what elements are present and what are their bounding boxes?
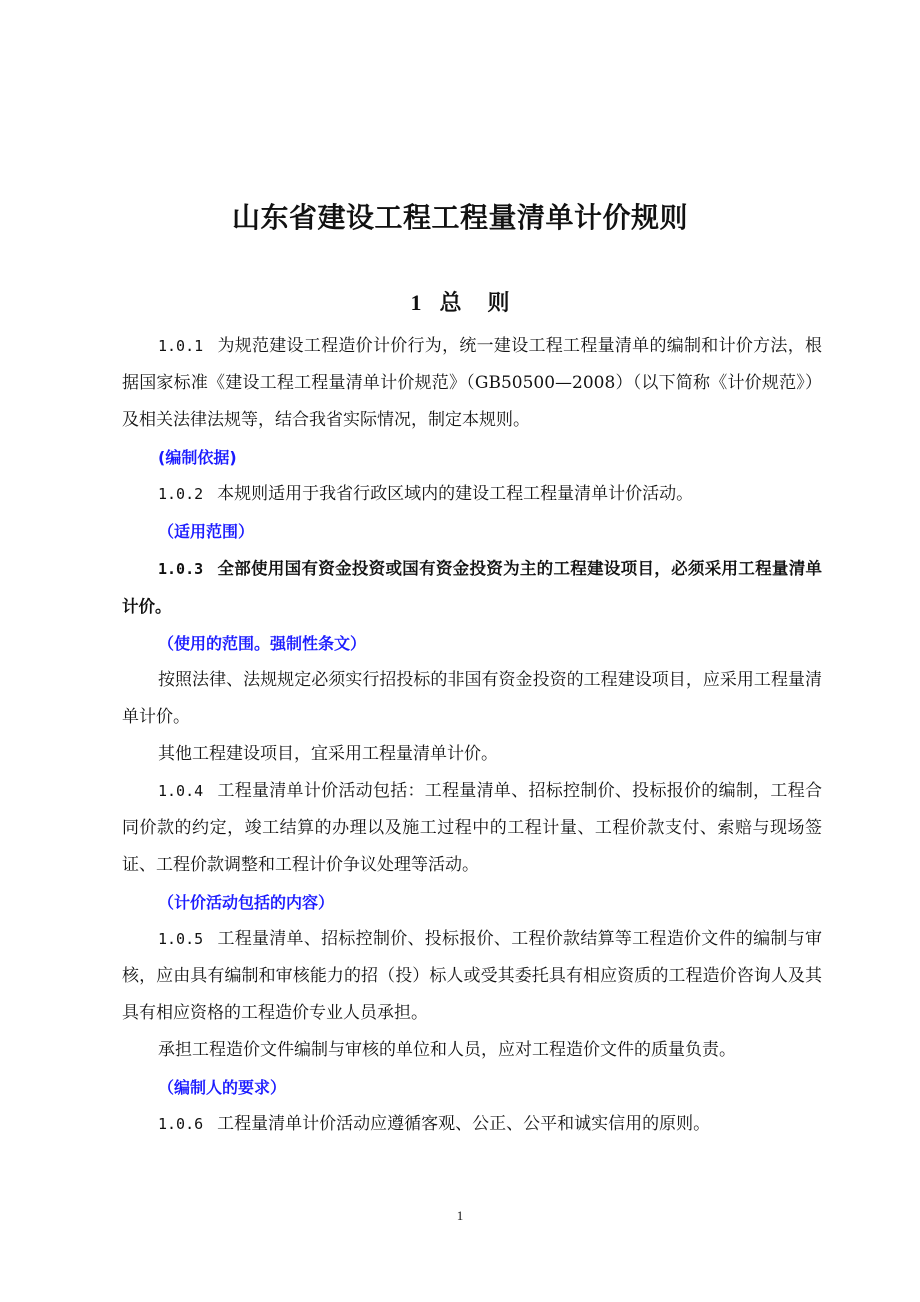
page-number: 1 (456, 1208, 464, 1223)
section-title-word-1: 总 (439, 290, 462, 316)
clause-text: 全部使用国有资金投资或国有资金投资为主的工程建设项目，必须采用工程量清单计价。 (122, 559, 822, 616)
clause-number: 1.0.5 (158, 930, 204, 948)
clause-paragraph (122, 1106, 822, 1143)
clause-paragraph (122, 921, 822, 1032)
document-body (122, 328, 822, 1143)
annotation-note: （计价活动包括的内容） (158, 893, 335, 912)
annotation-note: （使用的范围。强制性条文） (158, 634, 367, 653)
annotation-note: （适用范围） (158, 522, 255, 541)
clause-text: 承担工程造价文件编制与审核的单位和人员，应对工程造价文件的质量负责。 (158, 1040, 736, 1060)
clause-text: 为规范建设工程造价计价行为，统一建设工程工程量清单的编制和计价方法，根据国家标准《建设工程工程量清单计价规范》（GB50500—2008）（以下简称《计价规范》）及相关法律法规等，结合我省实际情况，制定本规则。 (122, 336, 822, 430)
clause-text: 工程量清单计价活动应遵循客观、公正、公平和诚实信用的原则。 (217, 1114, 711, 1134)
clause-paragraph (122, 550, 822, 625)
clause-paragraph (122, 328, 822, 439)
annotation-note: （编制人的要求） (158, 1078, 287, 1097)
clause-paragraph (122, 662, 822, 736)
document-title: 山东省建设工程工程量清单计价规则 (231, 201, 688, 234)
clause-text: 工程量清单计价活动包括：工程量清单、招标控制价、投标报价的编制，工程合同价款的约定，竣工结算的办理以及施工过程中的工程计量、工程价款支付、索赔与现场签证、工程价款调整和工程计价争议处理等活动。 (122, 781, 822, 875)
clause-text: 本规则适用于我省行政区域内的建设工程工程量清单计价活动。 (217, 484, 694, 504)
clause-number: 1.0.3 (158, 560, 204, 578)
clause-paragraph (122, 1032, 822, 1069)
clause-paragraph (122, 773, 822, 884)
clause-number: 1.0.6 (158, 1115, 204, 1133)
clause-text: 工程量清单、招标控制价、投标报价、工程价款结算等工程造价文件的编制与审核，应由具有编制和审核能力的招（投）标人或受其委托具有相应资质的工程造价咨询人及其具有相应资格的工程造价专业人员承担。 (122, 929, 822, 1023)
clause-number: 1.0.1 (158, 337, 204, 355)
section-number: 1 (410, 290, 422, 315)
clause-paragraph (122, 736, 822, 773)
clause-text: 其他工程建设项目，宜采用工程量清单计价。 (158, 744, 498, 764)
clause-text: 按照法律、法规规定必须实行招投标的非国有资金投资的工程建设项目，应采用工程量清单计价。 (122, 670, 822, 727)
clause-paragraph (122, 476, 822, 513)
section-title-word-2: 则 (487, 290, 510, 316)
section-heading (0, 286, 920, 317)
clause-number: 1.0.2 (158, 485, 204, 503)
clause-number: 1.0.4 (158, 782, 204, 800)
annotation-note: (编制依据) (158, 448, 237, 467)
